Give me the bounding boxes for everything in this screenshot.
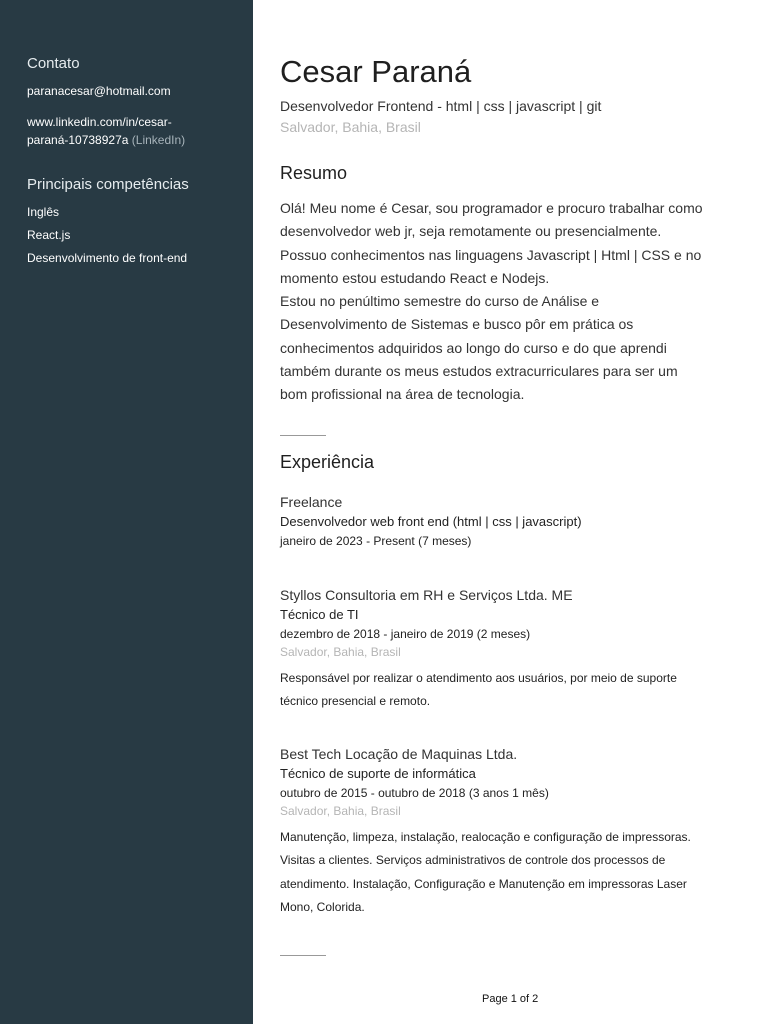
experience-title: Experiência [280,452,375,472]
job-entry [280,744,748,919]
skill-item: Desenvolvimento de front-end [27,251,188,265]
job-dates: dezembro de 2018 - janeiro de 2019 (2 meses) [280,627,531,641]
job-description-line: técnico presencial e remoto. [280,694,431,709]
job-description [280,826,748,919]
summary-title: Resumo [280,163,348,183]
summary-line: Olá! Meu nome é Cesar, sou programador e procuro trabalhar como [280,200,703,216]
job-description-line: Manutenção, limpeza, instalação, realocação e configuração de impressoras. [280,830,691,844]
skills-list [27,203,187,272]
job-location: Salvador, Bahia, Brasil [280,645,401,659]
contact-heading: Contato [27,55,80,72]
job-role: Técnico de suporte de informática [280,766,476,781]
job-entry [280,492,748,550]
linkedin-url[interactable]: www.linkedin.com/in/cesar-paraná-10738927a [27,115,172,147]
job-company: Styllos Consultoria em RH e Serviços Ltda. ME [280,587,573,603]
job-company: Freelance [280,494,343,510]
profile-location: Salvador, Bahia, Brasil [280,119,421,135]
job-description [280,667,748,714]
job-description-line: Mono, Colorida. [280,899,365,914]
summary-line: Possuo conhecimentos nas linguagens Javascript | Html | CSS e no [280,246,702,263]
summary-line: desenvolvedor web jr, seja remotamente ou presencialmente. [280,223,662,240]
email-text[interactable]: paranacesar@hotmail.com [27,84,171,98]
section-divider [280,435,326,436]
page-number: Page 1 of 2 [482,993,539,1005]
summary-line: conhecimentos adquiridos ao longo do curso e do que aprendi [280,339,667,356]
job-description-line: atendimento. Instalação, Configuração e Manutenção em impressoras Laser [280,876,687,891]
section-divider [280,955,326,956]
job-description-line: Visitas a clientes. Serviços administrativos de controle dos processos de [280,853,666,868]
summary-line: também durante os meus estudos extracurriculares para ser um [280,363,678,380]
sidebar [0,0,253,1024]
job-description-line: Responsável por realizar o atendimento aos usuários, por meio de suporte [280,671,677,685]
job-role: Desenvolvedor web front end (html | css | javascript) [280,514,582,529]
profile-name: Cesar Paraná [280,54,472,89]
linkedin-link[interactable] [27,113,237,149]
skill-item: React.js [27,228,71,242]
job-dates: janeiro de 2023 - Present (7 meses) [280,534,472,548]
job-role: Técnico de TI [280,607,359,622]
job-entry [280,585,748,714]
summary-line: Desenvolvimento de Sistemas e busco pôr em prática os [280,316,634,333]
skills-heading: Principais competências [27,176,189,193]
job-dates: outubro de 2015 - outubro de 2018 (3 anos 1 mês) [280,786,549,800]
skill-item: Inglês [27,205,60,219]
summary-line: momento estou estudando React e Nodejs. [280,269,550,286]
summary-line: Estou no penúltimo semestre do curso de Análise e [280,293,600,310]
job-company: Best Tech Locação de Maquinas Ltda. [280,746,518,762]
linkedin-label: (LinkedIn) [131,133,186,147]
profile-headline: Desenvolvedor Frontend - html | css | javascript | git [280,98,602,114]
summary-line: bom profissional na área de tecnologia. [280,386,525,403]
summary-text [280,197,748,407]
job-location: Salvador, Bahia, Brasil [280,804,401,818]
